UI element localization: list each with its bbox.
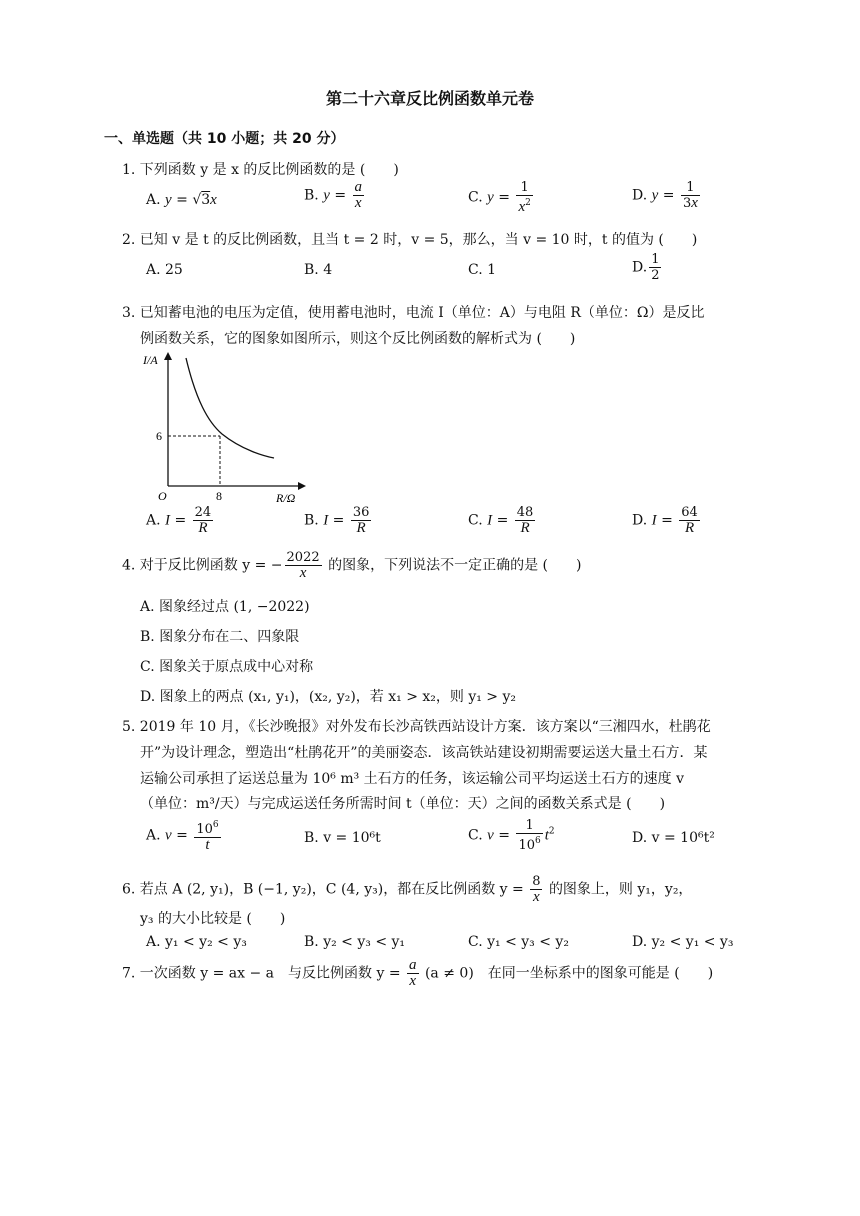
q6-option-c: C. y₁ < y₃ < y₂ (468, 934, 569, 950)
x-arrow-icon (298, 482, 306, 490)
q5-line4: （单位：m³/天）与完成运送任务所需时间 t（单位：天）之间的函数关系式是 ( ) (140, 796, 666, 812)
x-tick-label: 8 (216, 489, 222, 502)
q3-option-c: C. I = $\frac{48}{R}$ (468, 505, 534, 536)
page-title: 第二十六章反比例函数单元卷 (325, 89, 534, 108)
q1-option-b: B. y = $\frac{a}{x}$ (304, 179, 363, 211)
q2-option-b: B. 4 (304, 262, 333, 278)
q2-stem: 2. 已知 v 是 t 的反比例函数，且当 t = 2 时，v = 5，那么，当 v = 10 时，t 的值为 ( ) (122, 232, 698, 248)
q2-option-a: A. 25 (146, 262, 183, 278)
q5-line1: 5. 2019 年 10 月，《长沙晚报》对外发布长沙高铁西站设计方案．该方案以“三湘四水，杜鹃花 (122, 719, 711, 735)
q4-option-a: A. 图象经过点 (1, −2022) (140, 599, 310, 615)
q2-option-d: D. $\frac{1}{2}$ (632, 252, 660, 283)
q3-graph (140, 350, 310, 502)
q5-line2: 开”为设计理念，塑造出“杜鹃花开”的美丽姿态．该高铁站建设初期需要运送大量土石方．某 (140, 745, 708, 761)
q4-option-c: C. 图象关于原点成中心对称 (140, 659, 314, 675)
q3-stem-line2: 例函数关系，它的图象如图所示，则这个反比例函数的解析式为 ( ) (140, 331, 576, 347)
q4-option-b: B. 图象分布在二、四象限 (140, 629, 300, 645)
q3-stem-line1: 3. 已知蓄电池的电压为定值，使用蓄电池时，电流 I（单位：A）与电阻 R（单位：Ω）是反比 (122, 305, 705, 321)
q3-option-d: D. I = $\frac{64}{R}$ (632, 505, 698, 536)
q6-stem-line2: y₃ 的大小比较是 ( ) (140, 911, 286, 927)
q3-option-b: B. I = $\frac{36}{R}$ (304, 505, 370, 536)
q4-option-d: D. 图象上的两点 (x₁, y₁)，(x₂, y₂)，若 x₁ > x₂，则 y₁ > y₂ (140, 689, 517, 705)
q3-option-a: A. I = $\frac{24}{R}$ (146, 505, 212, 536)
q6-stem: 6. 若点 A (2, y₁)，B (−1, y₂)，C (4, y₃)，都在反比例函数 y = $\frac{8}{x}$ 的图象上，则 y₁，y₂， (122, 874, 693, 905)
q5-option-b: B. v = 10⁶t (304, 830, 381, 846)
q5-line3: 运输公司承担了运送总量为 10⁶ m³ 土石方的任务，该运输公司平均运送土石方的速度 v (140, 771, 685, 787)
q1-option-c: C. y = $\frac{1}{x^2}$ (468, 180, 531, 215)
q1-stem: 1. 下列函数 y 是 x 的反比例函数的是 ( ) (122, 162, 399, 178)
inverse-curve (186, 358, 274, 458)
section-heading: 一、单选题（共 10 小题；共 20 分） (104, 131, 345, 147)
q5-option-a: A. v = $\frac{10^6}{t}$ (146, 820, 219, 853)
q1-option-a: A. y = √3x (146, 192, 217, 208)
q6-option-a: A. y₁ < y₂ < y₃ (146, 934, 247, 950)
q1-option-d: D. y = $\frac{1}{3x}$ (632, 180, 698, 211)
q5-option-c: C. v = $\frac{1}{10^6}$ $t^2$ (468, 818, 555, 853)
q6-option-b: B. y₂ < y₃ < y₁ (304, 934, 406, 950)
y-arrow-icon (164, 352, 172, 360)
q6-option-d: D. y₂ < y₁ < y₃ (632, 934, 734, 950)
q7-stem: 7. 一次函数 y = ax − a 与反比例函数 y = $\frac{a}{x}$ (a ≠ 0) 在同一坐标系中的图象可能是 ( ) (122, 957, 714, 989)
q5-option-d: D. v = 10⁶t² (632, 830, 715, 846)
y-tick-label: 6 (156, 429, 162, 443)
q2-option-c: C. 1 (468, 262, 497, 278)
origin-label: O (158, 489, 167, 502)
q4-stem: 4. 对于反比例函数 y = − $\frac{2022}{x}$ 的图象，下列说法不一定正确的是 ( ) (122, 550, 582, 581)
x-label: R/Ω (276, 491, 296, 502)
y-label: I/A (143, 353, 158, 367)
